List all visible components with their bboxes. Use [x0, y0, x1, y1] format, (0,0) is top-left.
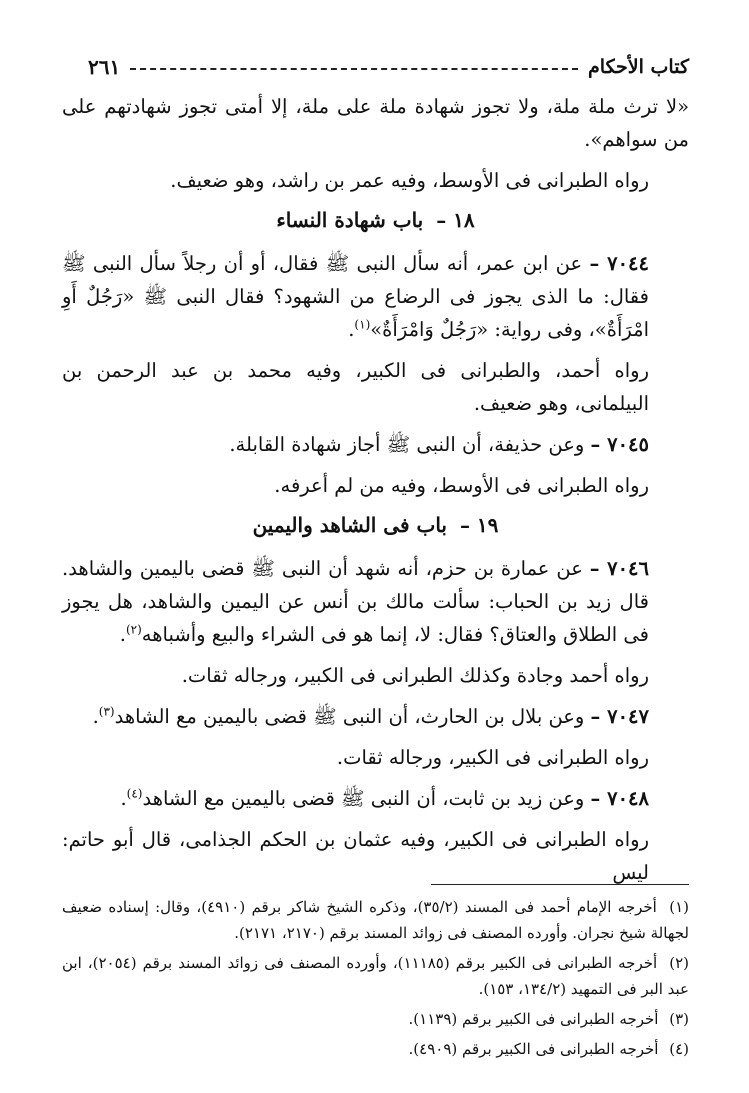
hadith-text: عن ابن عمر، أنه سأل النبى ﷺ فقال، أو أن رجلاً سأل النبى ﷺ فقال: ما الذى يجوز فى الرضاع من الشهود؟ فقال النبى ﷺ «رَجُلٌ أَوِ امْرَأَةٌ»، وفى رواية: «رَجُلٌ وَامْرَأَةٌ»	[62, 252, 649, 341]
footnote-ref[interactable]: (١)	[354, 317, 371, 332]
footnote-text: أخرجه الإمام أحمد فى المسند (٣٥/٢)، وذكره الشيخ شاكر برقم (٤٩١٠)، وقال: إسناده ضعيف لجهالة شيخ نجران. وأورده المصنف فى زوائد المسند برقم (٢١٧٠، ٢١٧١).	[62, 898, 689, 942]
hadith-number: ٧٠٤٧ –	[590, 705, 649, 728]
footnote	[62, 894, 689, 946]
hadith-7044: ٧٠٤٤ – عن ابن عمر، أنه سأل النبى ﷺ فقال، أو أن رجلاً سأل النبى ﷺ فقال: ما الذى يجوز فى الرضاع من الشهود؟ فقال النبى ﷺ «رَجُلٌ أَوِ امْرَأَةٌ»، وفى رواية: «رَجُلٌ وَامْرَأَةٌ»$^{(١)}$.	[62, 252, 649, 341]
hadith-number: ٧٠٤٦ –	[589, 557, 649, 580]
hadith-text: وعن زيد بن ثابت، أن النبى ﷺ قضى باليمين مع الشاهد	[142, 787, 585, 810]
hadith-7047: ٧٠٤٧ – وعن بلال بن الحارث، أن النبى ﷺ قضى باليمين مع الشاهد$^{(٣)}$.	[92, 704, 649, 728]
chapter-heading-18	[62, 205, 689, 235]
hadith-number: ٧٠٤٨ –	[590, 787, 649, 810]
chapter-number: ١٩ –	[459, 513, 499, 537]
footnote-divider	[431, 884, 689, 885]
footnote-ref[interactable]: (٢)	[125, 622, 142, 637]
chapter-title: باب شهادة النساء	[276, 208, 424, 232]
hadith-7048: ٧٠٤٨ – وعن زيد بن ثابت، أن النبى ﷺ قضى باليمين مع الشاهد$^{(٤)}$.	[120, 786, 649, 810]
hadith-7045	[62, 428, 689, 461]
hadith-7046: ٧٠٤٦ – عن عمارة بن حزم، أنه شهد أن النبى ﷺ قضى باليمين والشاهد. قال زيد بن الحباب: سألت مالك بن أنس عن اليمين والشاهد، هل يجوز فى الطلاق والعتاق؟ فقال: لا، إنما هو فى الشراء والبيع وأشباهه$^{(٢)}$.	[62, 557, 649, 646]
footnote	[62, 1036, 689, 1062]
footnote	[62, 950, 689, 1002]
hadith-text: عن عمارة بن حزم، أنه شهد أن النبى ﷺ قضى باليمين والشاهد. قال زيد بن الحباب: سألت مالك بن أنس عن اليمين والشاهد، هل يجوز فى الطلاق والعتاق؟ فقال: لا، إنما هو فى الشراء والبيع وأشباهه	[62, 557, 649, 646]
footnote-number: (١)	[669, 898, 689, 916]
hadith-text: وعن حذيفة، أن النبى ﷺ أجاز شهادة القابلة.	[229, 433, 585, 456]
running-header	[88, 52, 689, 82]
hadith-number: ٧٠٤٥ –	[590, 433, 649, 456]
paragraph: رواه الطبرانى فى الكبير، وفيه عثمان بن الحكم الجذامى، قال أبو حاتم: ليس	[62, 828, 649, 884]
footnote-text: أخرجه الطبرانى فى الكبير برقم (١١٣٩).	[408, 1010, 659, 1028]
main-text	[62, 90, 689, 897]
footnote-ref[interactable]: (٣)	[98, 704, 115, 719]
book-title: كتاب الأحكام	[588, 56, 689, 78]
paragraph: رواه الطبرانى فى الكبير، ورجاله ثقات.	[336, 746, 649, 769]
footnote-text: أخرجه الطبرانى فى الكبير برقم (٤٩٠٩).	[408, 1040, 659, 1058]
paragraph: رواه أحمد وجادة وكذلك الطبرانى فى الكبير، ورجاله ثقات.	[181, 664, 649, 687]
footnote	[62, 1006, 689, 1032]
paragraph: «لا ترث ملة ملة، ولا تجوز شهادة ملة على ملة، إلا أمتى تجوز شهادتهم على من سواهم».	[62, 95, 690, 151]
footnote-number: (٣)	[669, 1010, 689, 1028]
footnote-ref[interactable]: (٤)	[126, 786, 143, 801]
paragraph: رواه الطبرانى فى الأوسط، وفيه عمر بن راشد، وهو ضعيف.	[170, 169, 649, 192]
page-number: ٢٦١	[88, 55, 121, 79]
footnote-number: (٢)	[669, 954, 689, 972]
hadith-text: وعن بلال بن الحارث، أن النبى ﷺ قضى باليمين مع الشاهد	[114, 705, 585, 728]
footnote-text: أخرجه الطبرانى فى الكبير برقم (١١١٨٥)، وأورده المصنف فى زوائد المسند برقم (٢٠٥٤)، ابن عبد البر فى التمهيد (١٣٤/٢، ١٥٣).	[62, 954, 689, 998]
paragraph: رواه الطبرانى فى الأوسط، وفيه من لم أعرفه.	[274, 474, 649, 497]
chapter-title: باب فى الشاهد واليمين	[252, 513, 447, 537]
header-dashed-rule	[130, 68, 578, 70]
chapter-heading-19	[62, 510, 689, 540]
footnote-number: (٤)	[669, 1040, 689, 1058]
paragraph: رواه أحمد، والطبرانى فى الكبير، وفيه محمد بن عبد الرحمن بن البيلمانى، وهو ضعيف.	[62, 359, 649, 415]
hadith-number: ٧٠٤٤ –	[589, 252, 649, 275]
chapter-number: ١٨ –	[436, 208, 475, 232]
footnotes	[62, 894, 689, 1066]
